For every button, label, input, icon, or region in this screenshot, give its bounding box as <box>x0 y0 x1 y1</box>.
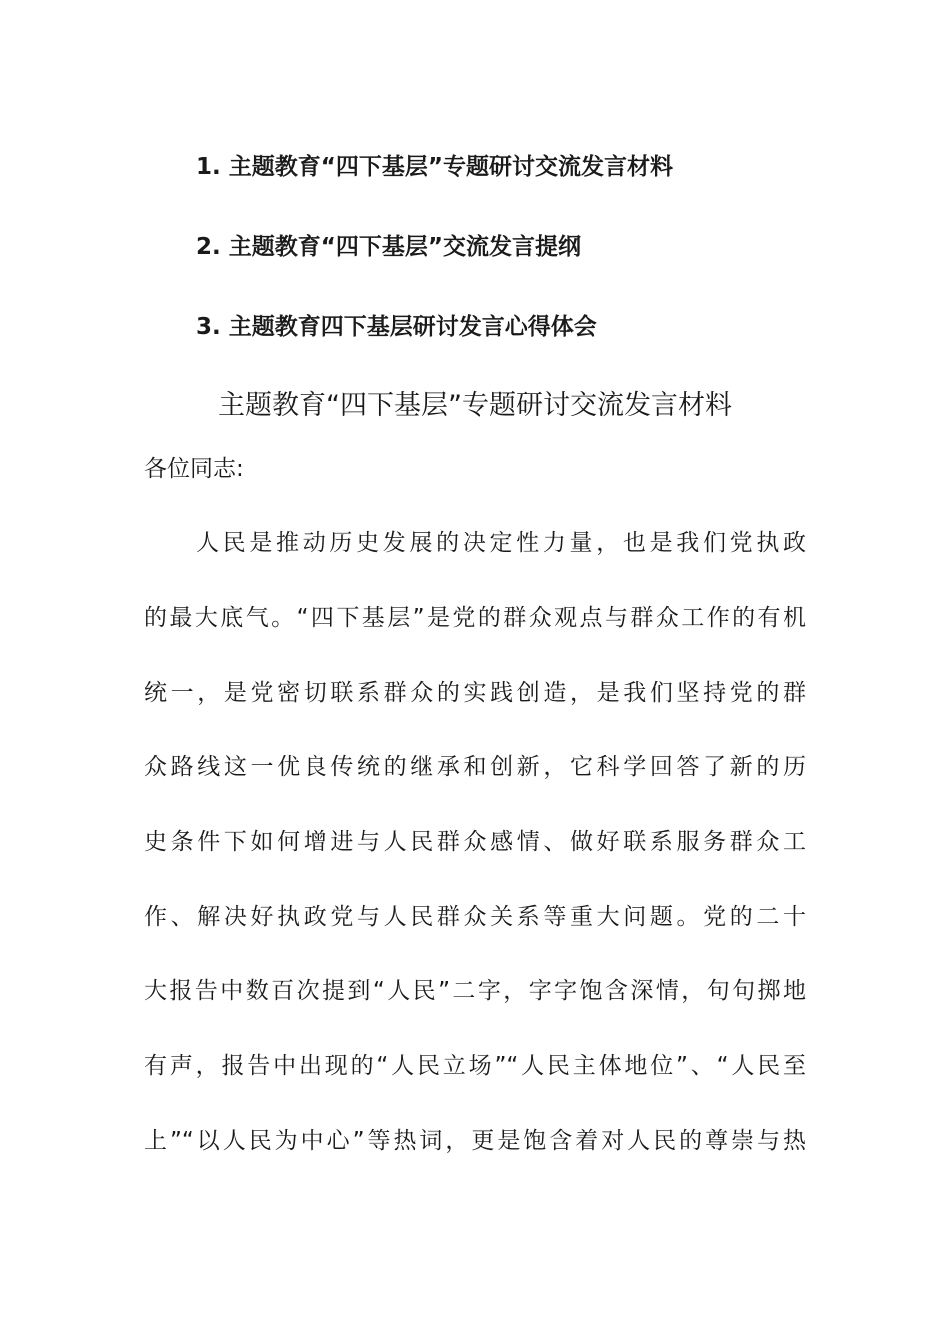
body-line-2: 的最大底气。“四下基层”是党的群众观点与群众工作的有机 <box>144 605 806 631</box>
salutation: 各位同志: <box>144 456 244 482</box>
body-line-7: 大报告中数百次提到“人民”二字，字字饱含深情，句句掷地 <box>144 978 806 1004</box>
body-line-9: 上”“以人民为中心”等热词，更是饱含着对人民的尊崇与热 <box>144 1128 806 1154</box>
toc-item-2: 2. 主题教育“四下基层”交流发言提纲 <box>196 234 581 260</box>
body-line-3: 统一，是党密切联系群众的实践创造，是我们坚持党的群 <box>144 680 806 706</box>
document-title: 主题教育“四下基层”专题研讨交流发言材料 <box>218 390 732 421</box>
body-line-8: 有声，报告中出现的“人民立场”“人民主体地位”、“人民至 <box>144 1053 806 1079</box>
toc-item-3: 3. 主题教育四下基层研讨发言心得体会 <box>196 314 597 340</box>
body-line-5: 史条件下如何增进与人民群众感情、做好联系服务群众工 <box>144 829 806 855</box>
toc-item-1: 1. 主题教育“四下基层”专题研讨交流发言材料 <box>196 154 673 180</box>
body-line-4: 众路线这一优良传统的继承和创新，它科学回答了新的历 <box>144 754 806 780</box>
body-line-1: 人民是推动历史发展的决定性力量，也是我们党执政 <box>196 530 806 556</box>
body-line-6: 作、解决好执政党与人民群众关系等重大问题。党的二十 <box>144 904 806 930</box>
